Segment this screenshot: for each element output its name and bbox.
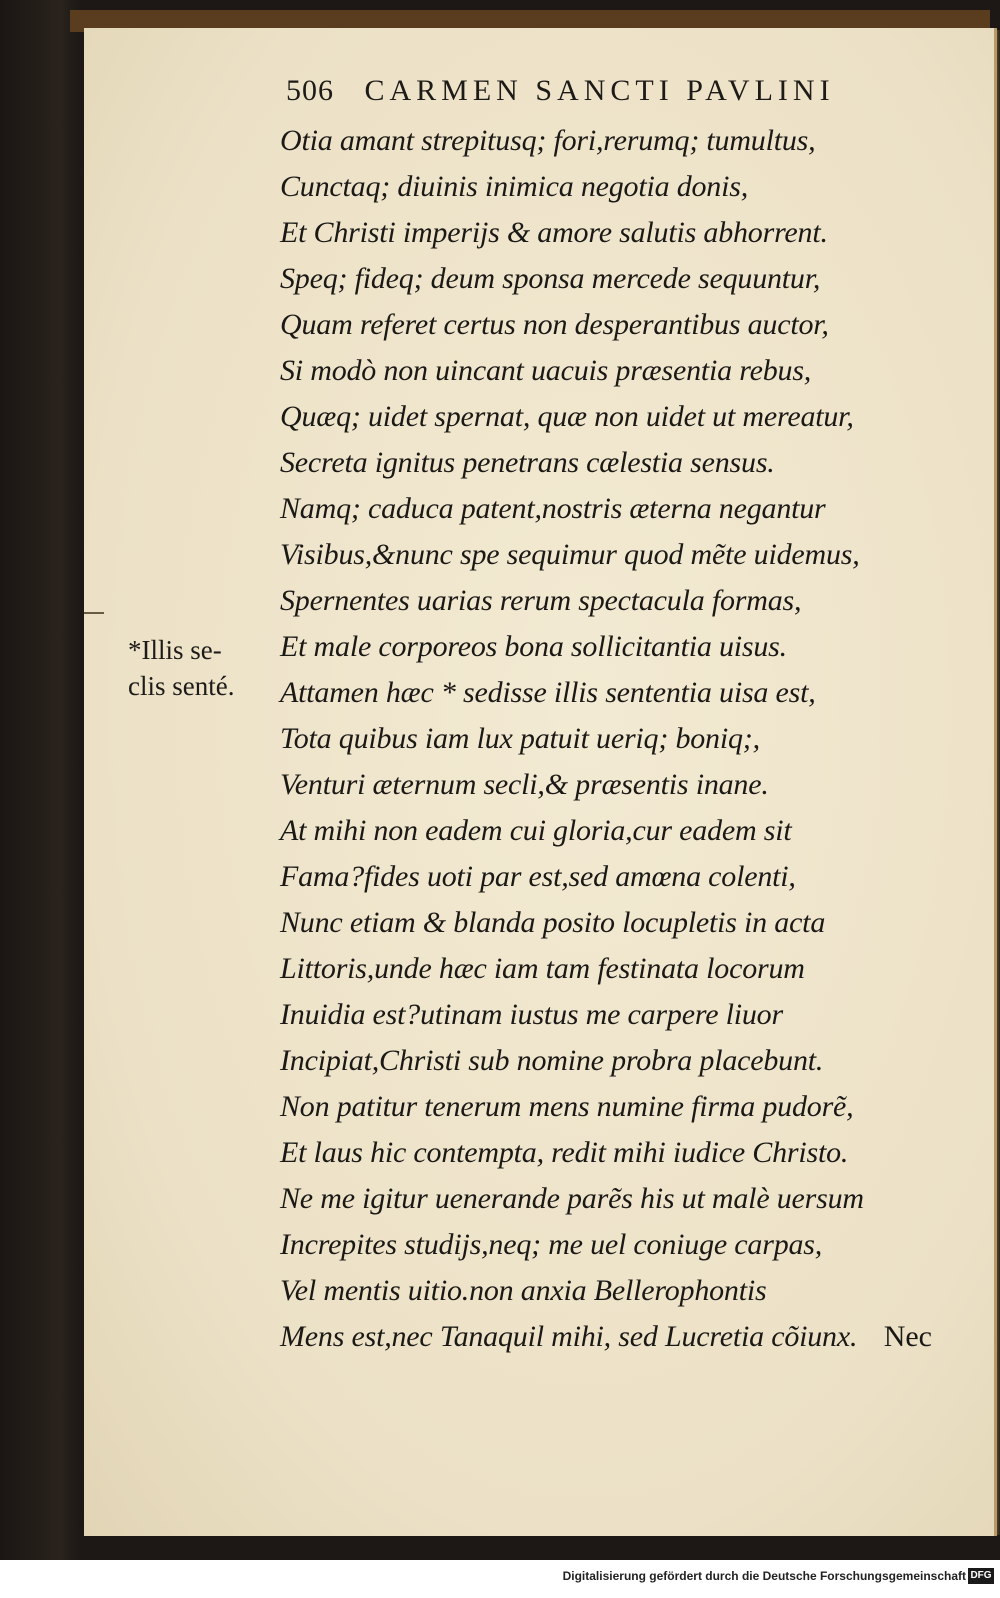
- running-header: [286, 74, 966, 118]
- running-title: CARMEN SANCTI PAVLINI: [364, 74, 835, 107]
- text-line: Spernentes uarias rerum spectacula formas,: [280, 584, 802, 617]
- text-line: Quæq; uidet spernat, quæ non uidet ut mereatur,: [280, 400, 854, 433]
- text-line: Et laus hic contempta, redit mihi iudice Christo.: [280, 1136, 849, 1169]
- text-line: Vel mentis uitio.non anxia Bellerophontis: [280, 1274, 767, 1307]
- text-line: Inuidia est?utinam iustus me carpere liuor: [280, 998, 783, 1031]
- text-line: Quam referet certus non desperantibus auctor,: [280, 308, 829, 341]
- text-line: Incipiat,Christi sub nomine probra placebunt.: [280, 1044, 824, 1077]
- text-line: At mihi non eadem cui gloria,cur eadem sit: [280, 814, 792, 847]
- text-line: Mens est,nec Tanaquil mihi, sed Lucretia cõiunx.: [280, 1320, 858, 1353]
- text-line: Et male corporeos bona sollicitantia uisus.: [280, 630, 787, 663]
- digitization-footer: [0, 1560, 1000, 1598]
- text-line: Namq; caduca patent,nostris æterna negantur: [280, 492, 826, 525]
- text-line: Otia amant strepitusq; fori,rerumq; tumultus,: [280, 124, 816, 157]
- catchword: Nec: [883, 1320, 932, 1353]
- text-line: Non patitur tenerum mens numine firma pudorẽ,: [280, 1090, 854, 1123]
- text-line: Et Christi imperijs & amore salutis abhorrent.: [280, 216, 828, 249]
- text-line: Ne me igitur uenerande parẽs his ut malè uersum: [280, 1182, 864, 1215]
- text-line: Nunc etiam & blanda posito locupletis in acta: [280, 906, 826, 939]
- marginal-note-line: *Illis se-: [128, 635, 222, 665]
- page-number: 506: [286, 74, 334, 107]
- text-line: Fama?fides uoti par est,sed amœna colenti,: [280, 860, 796, 893]
- text-line: Increpites studijs,neq; me uel coniuge carpas,: [280, 1228, 823, 1261]
- dfg-logo: DFG: [968, 1568, 994, 1584]
- text-line: Tota quibus iam lux patuit ueriq; boniq;,: [280, 722, 760, 755]
- text-line: Secreta ignitus penetrans cælestia sensus.: [280, 446, 775, 479]
- marginal-note: [128, 632, 278, 704]
- text-line: Attamen hæc * sedisse illis sententia uisa est,: [280, 676, 816, 709]
- text-line: Si modò non uincant uacuis præsentia rebus,: [280, 354, 812, 387]
- text-line: Visibus,&nunc spe sequimur quod mẽte uidemus,: [280, 538, 860, 571]
- margin-mark: [84, 612, 104, 614]
- text-line: Littoris,unde hæc iam tam festinata locorum: [280, 952, 805, 985]
- funding-credit: Digitalisierung gefördert durch die Deutsche Forschungsgemeinschaft: [562, 1569, 966, 1583]
- text-line: Speq; fideq; deum sponsa mercede sequuntur,: [280, 262, 821, 295]
- marginal-note-line: clis senté.: [128, 671, 235, 701]
- text-line: Cunctaq; diuinis inimica negotia donis,: [280, 170, 749, 203]
- poem-text: [280, 118, 970, 1360]
- text-line: Venturi æternum secli,& præsentis inane.: [280, 768, 769, 801]
